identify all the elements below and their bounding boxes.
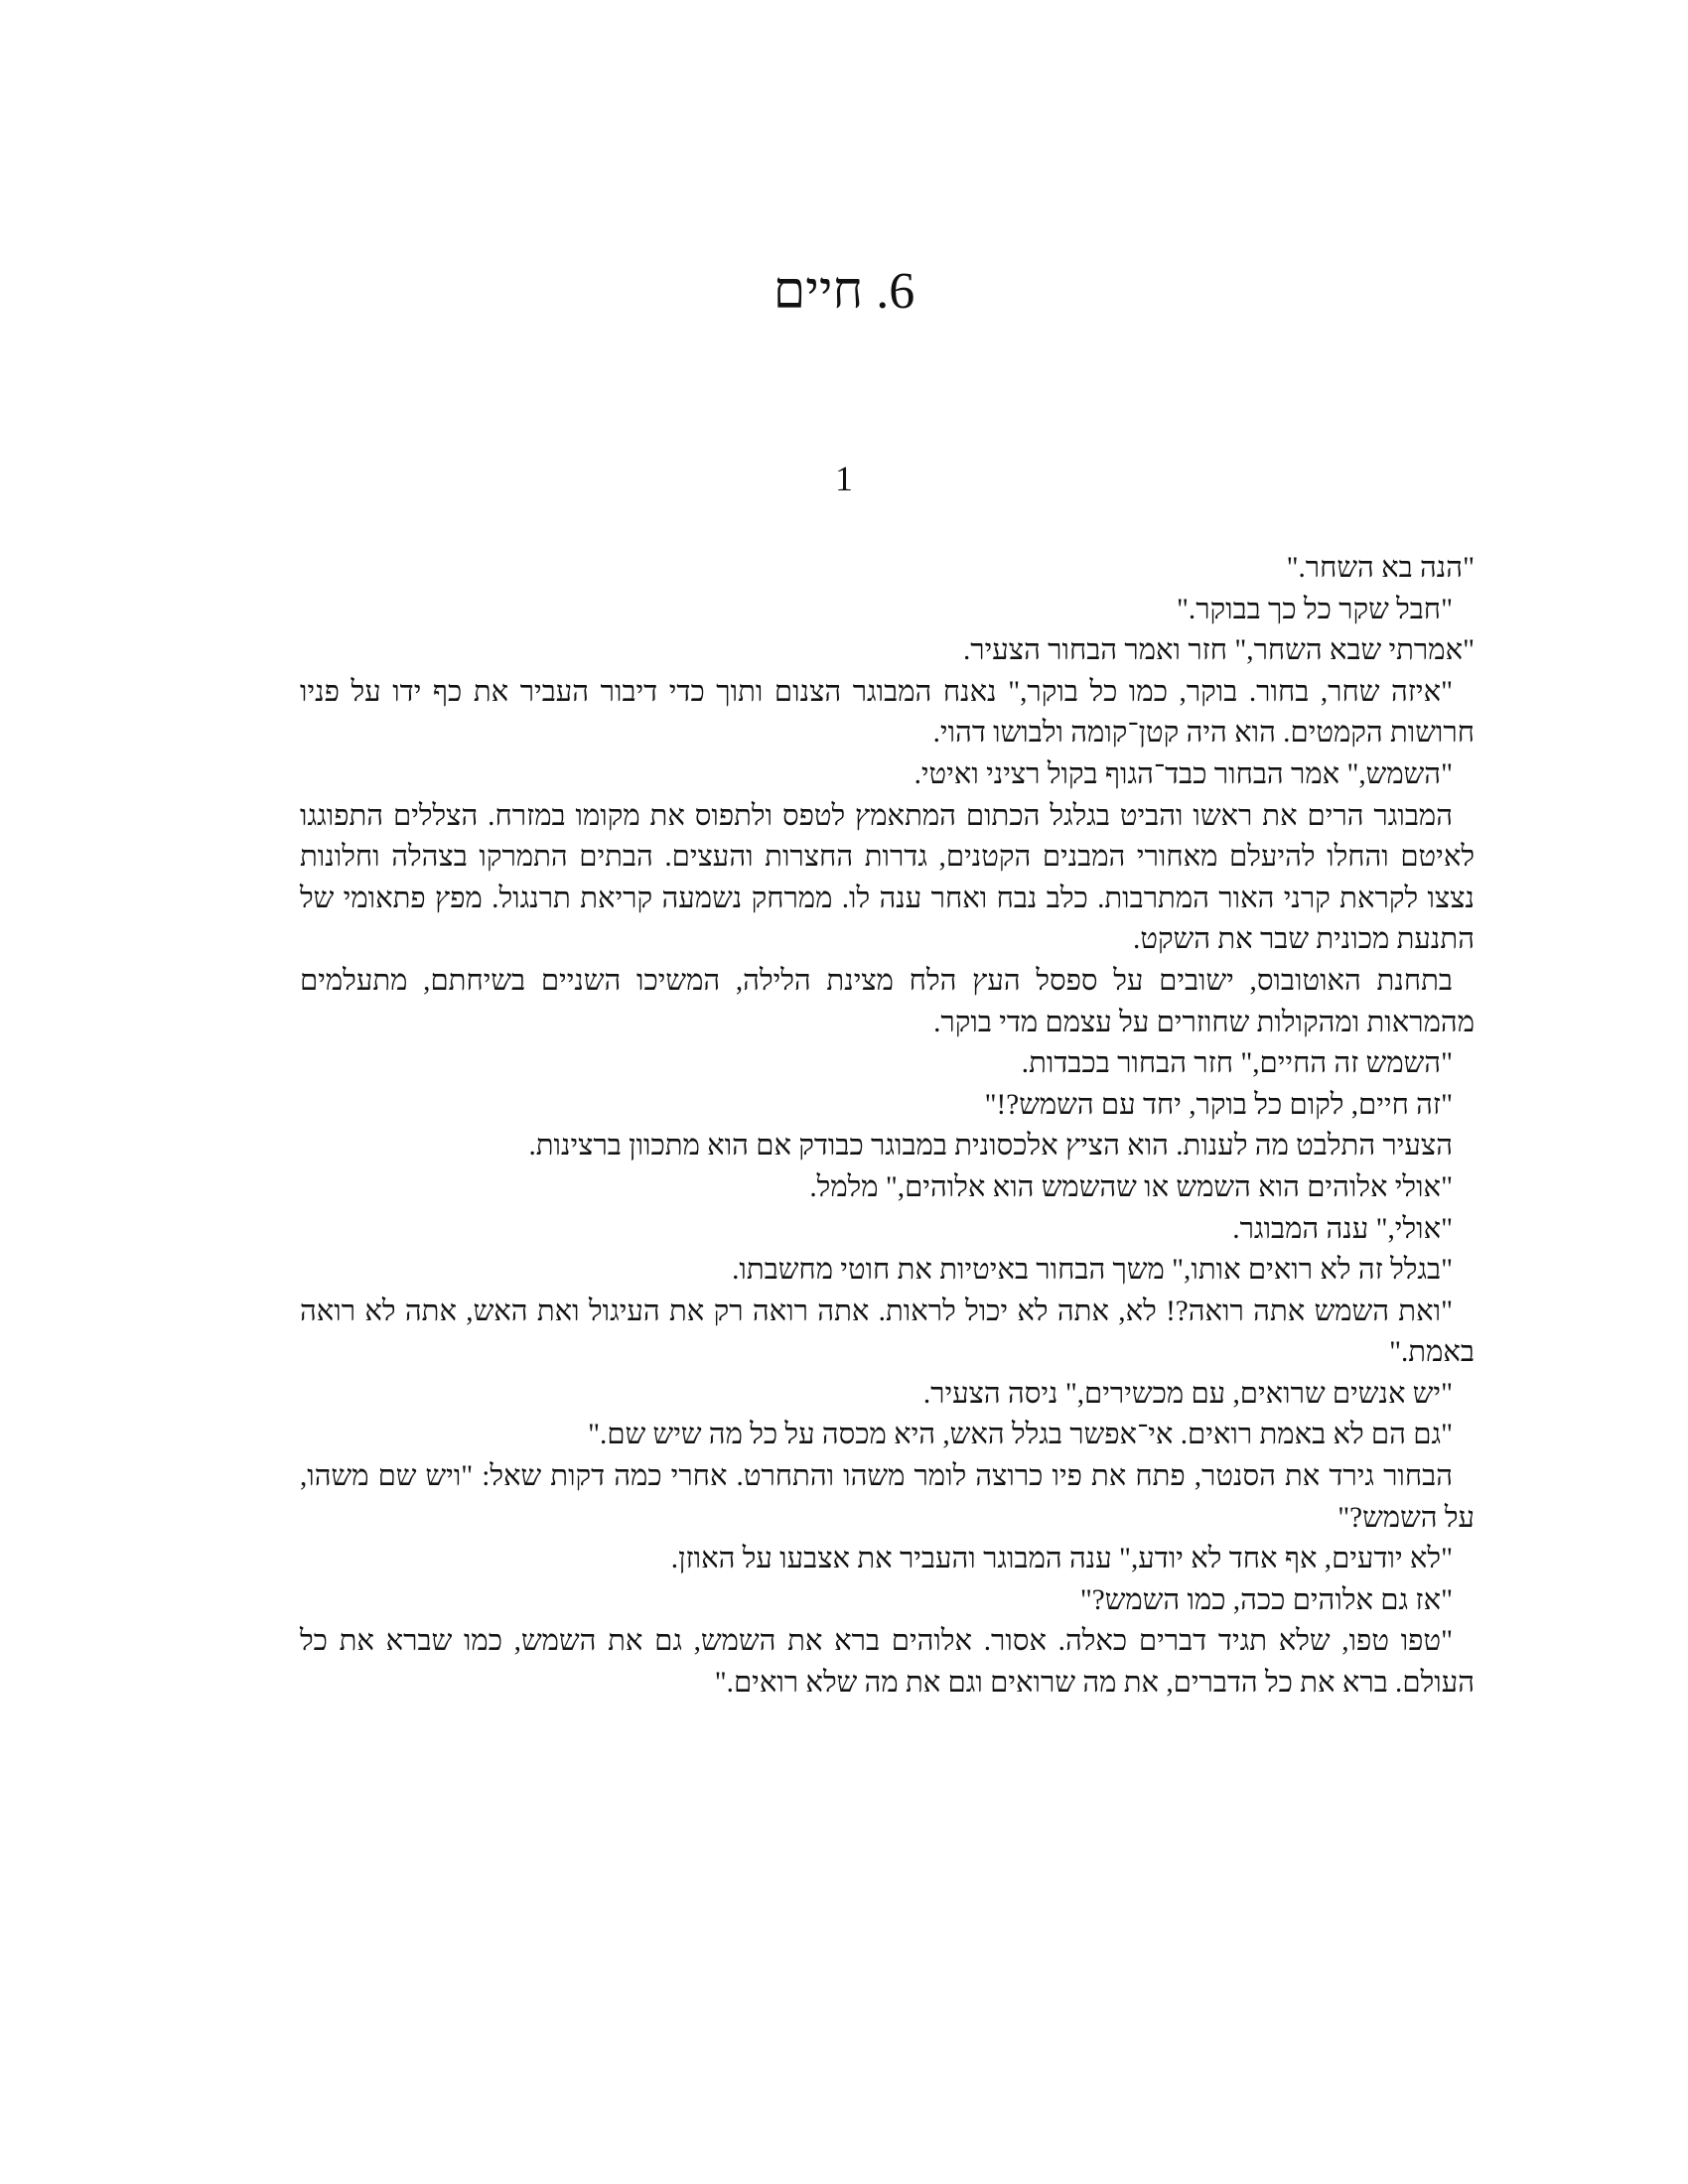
- paragraph-15: "יש אנשים שרואים, עם מכשירים," ניסה הצעיר.: [922, 1377, 1453, 1410]
- paragraph-16: "גם הם לא באמת רואים. אי־אפשר בגלל האש, היא מכסה על כל מה שיש שם.": [588, 1419, 1453, 1451]
- paragraph-7: בתחנת האוטובוס, ישובים על ספסל העץ הלח מצינת הלילה, המשיכו השניים בשיחתם, מתעלמים מהמראות ומהקולות שחוזרים על עצמם מדי בוקר.: [300, 964, 1475, 1038]
- chapter-title: 6. חיים: [773, 263, 915, 320]
- paragraph-6: המבוגר הרים את ראשו והביט בגלגל הכתום המתאמץ לטפס ולתפוס את מקומו במזרח. הצללים התפוגגו לאיטם והחלו להיעלם מאחורי המבנים הקטנים, גדרות החצרות והעצים. הבתים התמרקו בצהלה וחלונות נצצו לקראת קרני האור המתרבות. כלב נבח ואחר ענה לו. ממרחק נשמעה קריאת תרנגול. מפץ פתאומי של התנעת מכונית שבר את השקט.: [300, 799, 1475, 956]
- paragraph-5: "השמש," אמר הבחור כבד־הגוף בקול רציני ואיטי.: [914, 757, 1453, 790]
- paragraph-1: "הנה בא השחר.": [1286, 552, 1475, 584]
- paragraph-17: הבחור גירד את הסנטר, פתח את פיו כרוצה לומר משהו והתחרט. אחרי כמה דקות שאל: "ויש שם משהו, על השמש?": [300, 1460, 1475, 1534]
- paragraph-20: "טפו טפו, שלא תגיד דברים כאלה. אסור. אלוהים ברא את השמש, גם את השמש, כמו שברא את כל העולם. ברא את כל הדברים, את מה שרואים וגם את מה שלא רואים.": [300, 1625, 1475, 1700]
- paragraph-19: "אז גם אלוהים ככה, כמו השמש?": [1079, 1583, 1453, 1616]
- paragraph-4: "איזה שחר, בחור. בוקר, כמו כל בוקר," נאנח המבוגר הצנום ותוך כדי דיבור העביר את כף ידו על פניו חרושות הקמטים. הוא היה קטן־קומה ולבושו דהוי.: [300, 675, 1475, 750]
- paragraph-9: "זה חיים, לקום כל בוקר, יחד עם השמש?!": [984, 1088, 1453, 1121]
- paragraph-14: "ואת השמש אתה רואה?! לא, אתה לא יכול לראות. אתה רואה רק את העיגול ואת האש, אתה לא רואה באמת.": [300, 1295, 1475, 1369]
- body-text: [300, 548, 1475, 1705]
- paragraph-18: "לא יודעים, אף אחד לא יודע," ענה המבוגר והעביר את אצבעו על האוזן.: [670, 1543, 1453, 1575]
- paragraph-2: "חבל שקר כל כך בבוקר.": [1176, 593, 1453, 625]
- paragraph-11: "אולי אלוהים הוא השמש או שהשמש הוא אלוהים," מלמל.: [809, 1170, 1453, 1203]
- paragraph-8: "השמש זה החיים," חזר הבחור בכבדות.: [1021, 1047, 1453, 1080]
- paragraph-12: "אולי," ענה המבוגר.: [1232, 1212, 1453, 1245]
- section-number: 1: [835, 459, 853, 498]
- paragraph-10: הצעיר התלבט מה לענות. הוא הציץ אלכסונית במבוגר כבודק אם הוא מתכוון ברצינות.: [528, 1130, 1453, 1162]
- paragraph-3: "אמרתי שבא השחר," חזר ואמר הבחור הצעיר.: [962, 634, 1475, 667]
- paragraph-13: "בגלל זה לא רואים אותו," משך הבחור באיטיות את חוטי מחשבתו.: [732, 1254, 1453, 1287]
